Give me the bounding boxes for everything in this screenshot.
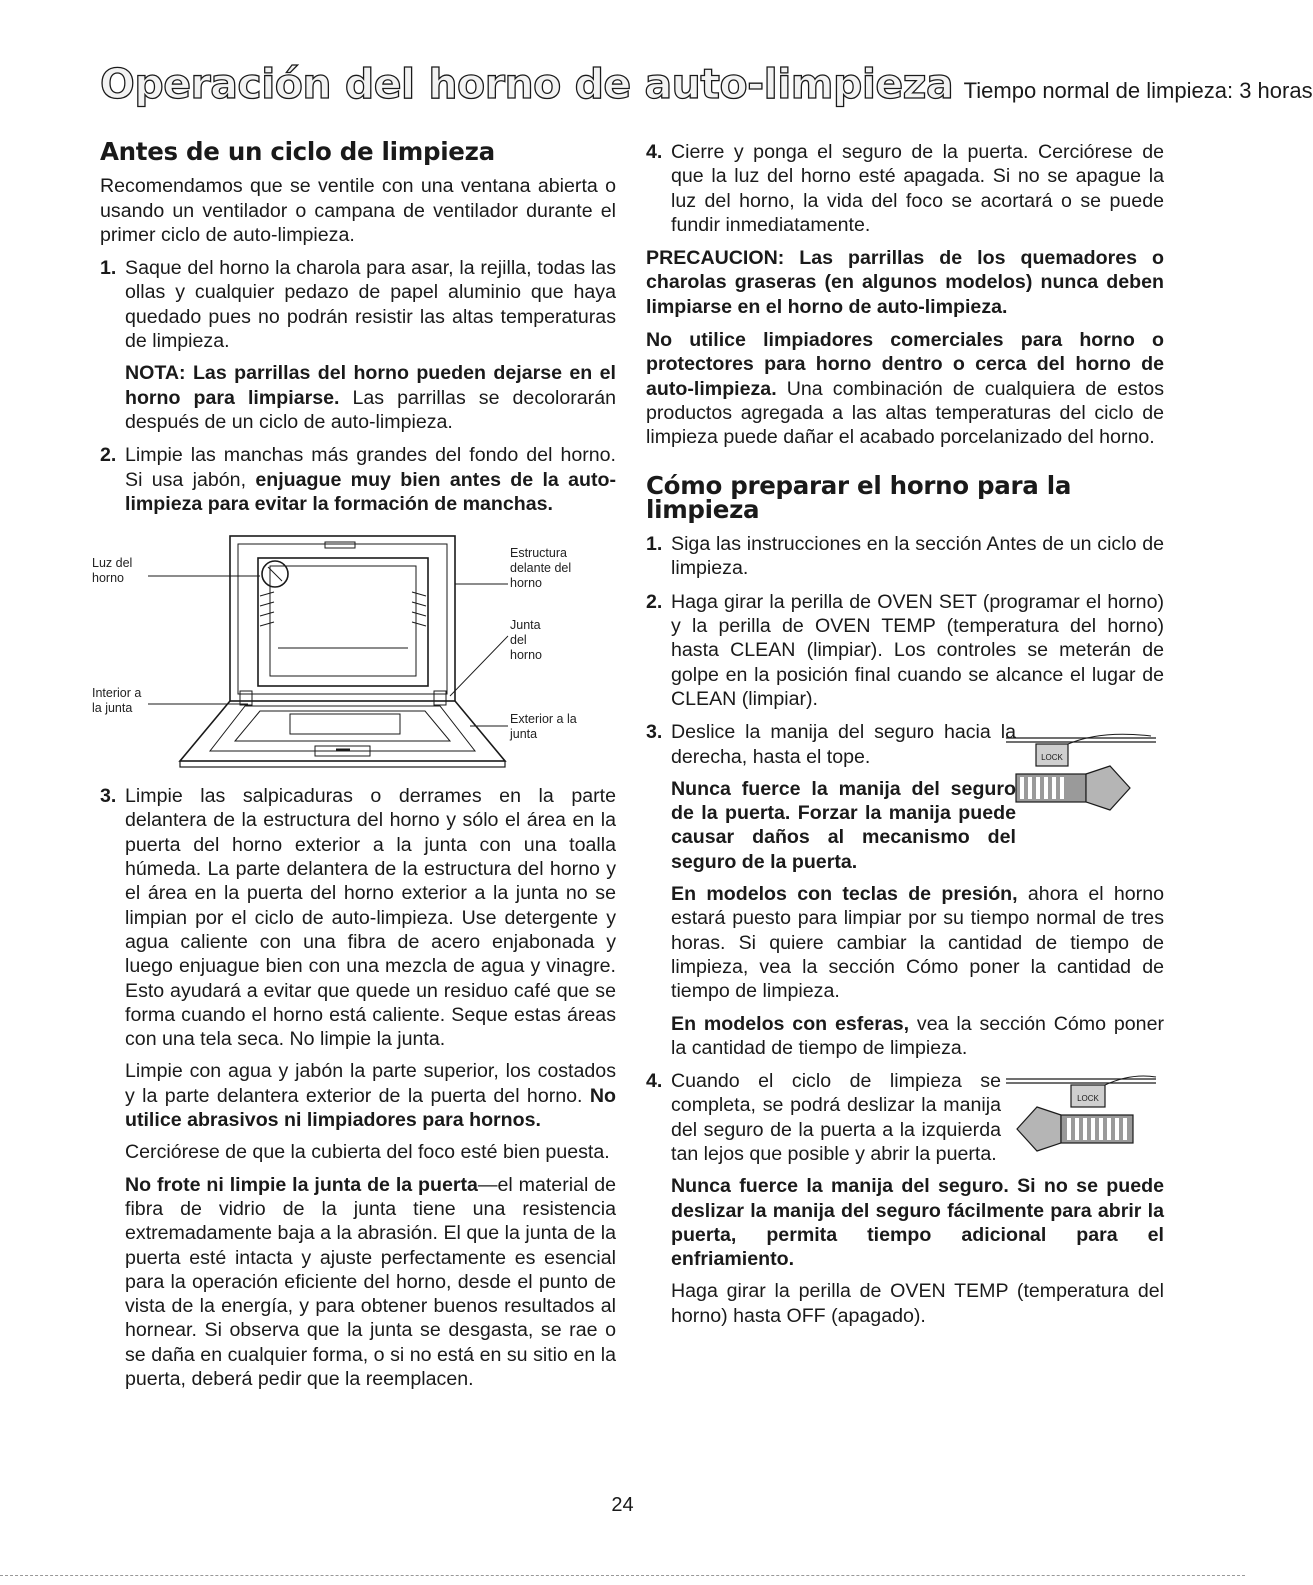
item-number: 4. <box>646 1070 663 1093</box>
item-number: 2. <box>646 590 663 613</box>
list-item <box>646 590 1164 711</box>
item-number: 2. <box>100 444 117 467</box>
item-text <box>671 882 1164 1003</box>
label-interior-gasket: Interior a la junta <box>92 686 142 716</box>
page-number: 24 <box>611 1494 634 1516</box>
page-subtitle: Tiempo normal de limpieza: 3 horas <box>963 78 1313 103</box>
caution-paragraph <box>646 246 1164 319</box>
list-item <box>100 784 616 1391</box>
item-text-plain: Limpie las manchas más grandes del fondo del horno. Si usa jabón, <box>125 444 616 491</box>
item-text: Cerciórese de que la cubierta del foco esté bien puesta. <box>125 1141 610 1164</box>
lock-slide-left-icon <box>1001 1071 1161 1161</box>
item-text-plain: Limpie con agua y jabón la parte superior, los costados y la parte delantera exterior de la puerta del horno. <box>125 1060 616 1107</box>
item-text <box>125 1173 616 1392</box>
warning-paragraph <box>646 328 1164 449</box>
item-number: 1. <box>100 257 117 280</box>
item-text: Deslice la manija del seguro hacia la derecha, hasta el tope. <box>671 721 1016 768</box>
item-text-bold: No utilice abrasivos ni limpiadores para hornos. <box>125 1084 616 1132</box>
page-header <box>100 60 1313 108</box>
warning-text: Una combinación de cualquiera de estos productos agregada a las altas temperaturas del ciclo de limpieza puede dañar el acabado porcelanizado del horno. <box>646 377 1164 449</box>
item-number: 1. <box>646 533 663 556</box>
item-text-bold: enjuague muy bien antes de la auto-limpieza para evitar la formación de manchas. <box>125 468 617 515</box>
lock-slide-right-icon <box>1006 730 1161 820</box>
oven-diagram <box>92 536 616 768</box>
list-item <box>646 1069 1164 1328</box>
section-heading-prepare: Cómo preparar el horno para la limpieza <box>646 470 1072 524</box>
section-heading-before-cleaning: Antes de un ciclo de limpieza <box>100 137 495 166</box>
item-text-block <box>671 720 1016 874</box>
left-column <box>92 137 617 1400</box>
item-text-bold: Nunca fuerce la manija del seguro. Si no se puede deslizar la manija del seguro fácilmente para abrir la puerta, permita tiempo adicional para el enfriamiento. <box>671 1175 1164 1271</box>
leader-gasket <box>450 636 508 696</box>
lock-label: LOCK <box>1077 1094 1099 1104</box>
list-item <box>100 443 616 516</box>
list-item <box>646 720 1164 1060</box>
item-number: 4. <box>646 141 663 163</box>
item-text: Siga las instrucciones en la sección Antes de un ciclo de limpieza. <box>671 533 1164 580</box>
item-number: 3. <box>100 785 117 808</box>
caution-text: PRECAUCION: Las parrillas de los quemadores o charolas graseras (en algunos modelos) nunca deben limpiarse en el horno de auto-limpieza. <box>646 247 1164 318</box>
item-text: Cierre y ponga el seguro de la puerta. Cerciórese de que la luz del horno esté apagada. Si no se apague la luz del horno, la vida del foco se acortará o se puede fundir inmediatamente. <box>671 141 1164 236</box>
item-text: Cuando el ciclo de limpieza se completa, se podrá deslizar la manija del seguro de la puerta a la izquierda tan lejos que posible y abrir la puerta. <box>671 1070 1001 1165</box>
oven-cavity <box>258 558 428 686</box>
warning-bold: No utilice limpiadores comerciales para horno o protectores para horno dentro o cerca del horno de auto-limpieza. <box>646 329 1164 400</box>
list-item <box>646 532 1164 581</box>
note-text: Las parrillas se decolorarán después de un ciclo de auto-limpieza. <box>125 386 617 433</box>
lock-label: LOCK <box>1041 753 1063 763</box>
note-bold: NOTA: Las parrillas del horno pueden dejarse en el horno para limpiarse. <box>125 362 616 409</box>
item-text <box>125 1059 616 1132</box>
label-oven-light: Luz del horno <box>92 556 133 586</box>
door-gasket <box>210 706 475 751</box>
right-column <box>646 140 1164 1337</box>
item-text: Saque del horno la charola para asar, la rejilla, todas las ollas y cualquier pedazo de papel aluminio que haya quedado pues no podrán resistir las altas temperaturas de limpieza. <box>125 257 616 353</box>
item-text-plain: ahora el horno estará puesto para limpiar por su tiempo normal de tres horas. Si quiere cambiar la cantidad de tiempo de limpieza, vea la sección Cómo poner la cantidad de tiempo de limpieza. <box>671 883 1165 1003</box>
list-item <box>100 256 616 434</box>
page-title: Operación del horno de auto-limpieza <box>100 60 954 108</box>
oven-door <box>180 701 505 761</box>
item-number: 3. <box>646 721 663 744</box>
item-text <box>671 1012 1164 1061</box>
item-text-block <box>671 1069 1001 1166</box>
intro-paragraph: Recomendamos que se ventile con una ventana abierta o usando un ventilador o campana de ventilador durante el primer ciclo de auto-limpieza. <box>100 175 616 246</box>
item-note <box>125 361 616 434</box>
item-text <box>125 443 616 516</box>
item-text-plain: vea la sección Cómo poner la cantidad de tiempo de limpieza. <box>671 1012 1164 1059</box>
list-item <box>646 140 1164 237</box>
item-text <box>671 1174 1164 1271</box>
page-bottom-rule <box>0 1575 1245 1576</box>
label-exterior-gasket: Exterior a la junta <box>510 712 577 742</box>
label-oven-gasket: Junta del horno <box>510 618 542 663</box>
item-text-bold: En modelos con teclas de presión, <box>671 883 1018 906</box>
door-window <box>290 714 400 734</box>
item-text: Limpie las salpicaduras o derrames en la parte delantera de la estructura del horno y sólo el área en la puerta del horno exterior a la junta con una toalla húmeda. La parte delantera de la estructura del horno y el área en la puerta del horno exterior a la junta no se limpian por el ciclo de auto-limpieza. Use detergente y agua caliente con una fibra de acero enjabonada y luego enjuague bien con una mezcla de agua y vinagre. Esto ayudará a evitar que quede un residuo café que se forma cuando el horno está caliente. Seque estas áreas con una tela seca. No limpie la junta. <box>125 785 616 1051</box>
oven-back-wall <box>270 566 416 676</box>
item-text <box>671 777 1016 874</box>
item-text-bold: En modelos con esferas, <box>671 1012 910 1035</box>
item-text: Haga girar la perilla de OVEN SET (programar el horno) y la perilla de OVEN TEMP (temperatura del horno) hasta CLEAN (limpiar). Los controles se meterán de golpe en la posición final cuando se alcance el lugar de CLEAN (limpiar). <box>671 590 1164 710</box>
item-text: Haga girar la perilla de OVEN TEMP (temperatura del horno) hasta OFF (apagado). <box>671 1280 1164 1327</box>
item-text-bold: Nunca fuerce la manija del seguro de la puerta. Forzar la manija puede causar daños al mecanismo del seguro de la puerta. <box>671 777 1016 873</box>
item-text-bold: No frote ni limpie la junta de la puerta <box>125 1173 478 1196</box>
item-text-plain: —el material de fibra de vidrio de la junta tiene una resistencia extremadamente baja a la abrasión. El que la junta de la puerta esté intacta y ajuste perfectamente es esencial para la operación eficiente del horno, desde el punto de vista de la energía, y para obtener buenos resultados al hornear. Si observa que la junta se desgasta, se rae o se daña en cualquier forma, o si no está en su sitio en la puerta, deberá pedir que la reemplacen. <box>125 1173 616 1390</box>
label-oven-frame: Estructura delante del horno <box>510 546 572 591</box>
